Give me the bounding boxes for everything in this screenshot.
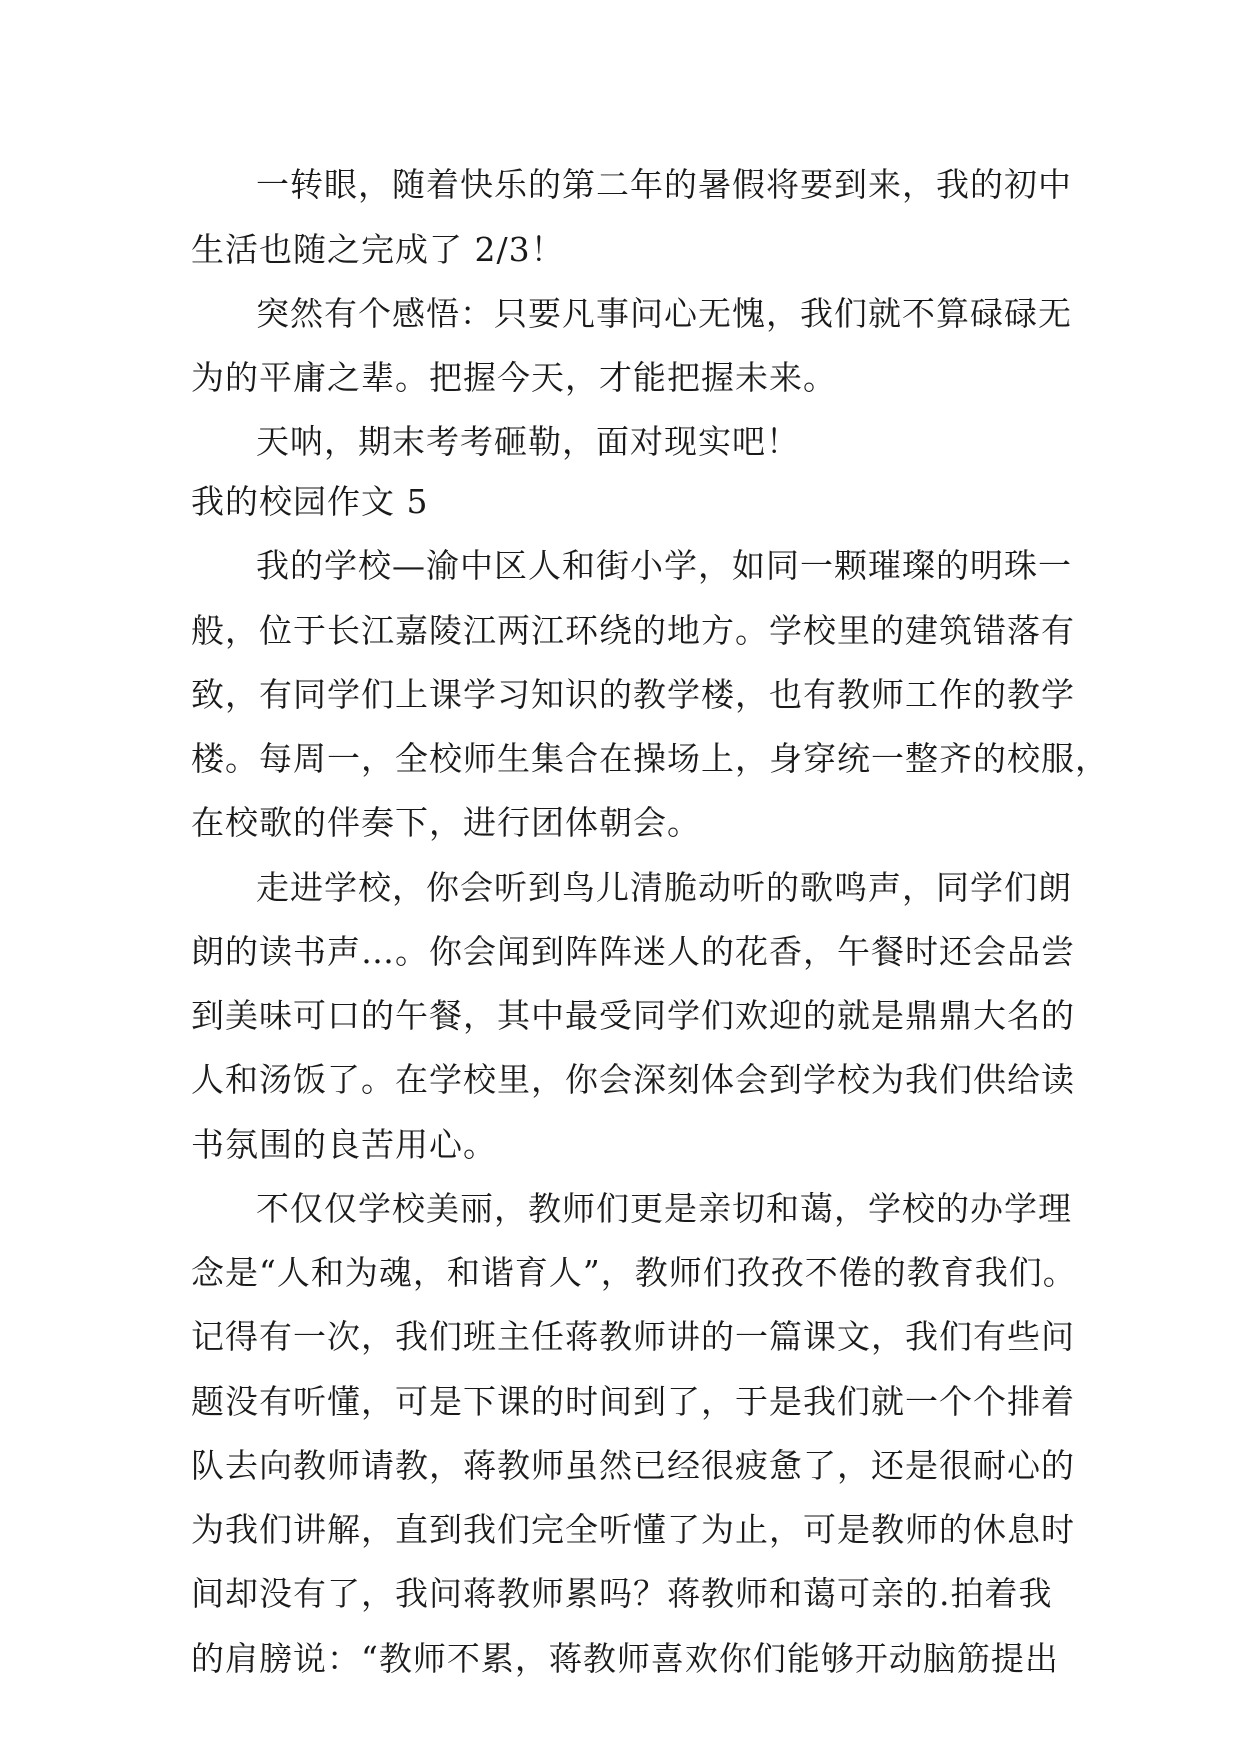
section-paragraph-3-line-7: 间却没有了，我问蒋教师累吗？蒋教师和蔼可亲的.拍着我 xyxy=(191,1574,1053,1613)
section-paragraph-3-line-3: 记得有一次，我们班主任蒋教师讲的一篇课文，我们有些问 xyxy=(191,1317,1075,1356)
paragraph-2-line-2: 为的平庸之辈。把握今天，才能把握未来。 xyxy=(191,358,837,397)
section-paragraph-1-line-3: 致，有同学们上课学习知识的教学楼，也有教师工作的教学 xyxy=(191,675,1075,714)
section-paragraph-2-line-3: 到美味可口的午餐，其中最受同学们欢迎的就是鼎鼎大名的 xyxy=(191,996,1075,1035)
section-paragraph-3-line-6: 为我们讲解，直到我们完全听懂了为止，可是教师的休息时 xyxy=(191,1510,1075,1549)
section-paragraph-1-line-5: 在校歌的伴奏下，进行团体朝会。 xyxy=(191,803,701,842)
section-paragraph-2-line-4: 人和汤饭了。在学校里，你会深刻体会到学校为我们供给读 xyxy=(191,1060,1075,1099)
section-paragraph-1-line-1: 我的学校—渝中区人和街小学，如同一颗璀璨的明珠一 xyxy=(256,546,1072,585)
section-paragraph-3-line-1: 不仅仅学校美丽，教师们更是亲切和蔼，学校的办学理 xyxy=(256,1189,1072,1228)
section-title: 我的校园作文 5 xyxy=(191,482,429,521)
section-paragraph-3-line-8: 的肩膀说：“教师不累，蒋教师喜欢你们能够开动脑筋提出 xyxy=(191,1639,1059,1678)
paragraph-2-line-1: 突然有个感悟：只要凡事问心无愧，我们就不算碌碌无 xyxy=(256,294,1072,333)
section-paragraph-3-line-2: 念是“人和为魂，和谐育人”，教师们孜孜不倦的教育我们。 xyxy=(191,1253,1077,1292)
paragraph-3-line-1: 天呐，期末考考砸勒，面对现实吧！ xyxy=(256,422,800,461)
paragraph-1-line-1: 一转眼，随着快乐的第二年的暑假将要到来，我的初中 xyxy=(256,165,1072,204)
section-paragraph-2-line-1: 走进学校，你会听到鸟儿清脆动听的歌鸣声，同学们朗 xyxy=(256,868,1072,907)
section-paragraph-1-line-4: 楼。每周一，全校师生集合在操场上，身穿统一整齐的校服， xyxy=(191,739,1109,778)
section-paragraph-1-line-2: 般，位于长江嘉陵江两江环绕的地方。学校里的建筑错落有 xyxy=(191,611,1075,650)
paragraph-1-line-2: 生活也随之完成了 2/3！ xyxy=(191,230,565,269)
section-paragraph-3-line-4: 题没有听懂，可是下课的时间到了，于是我们就一个个排着 xyxy=(191,1382,1075,1421)
section-paragraph-3-line-5: 队去向教师请教，蒋教师虽然已经很疲惫了，还是很耐心的 xyxy=(191,1446,1075,1485)
section-paragraph-2-line-5: 书氛围的良苦用心。 xyxy=(191,1125,497,1164)
section-paragraph-2-line-2: 朗的读书声…。你会闻到阵阵迷人的花香，午餐时还会品尝 xyxy=(191,932,1075,971)
